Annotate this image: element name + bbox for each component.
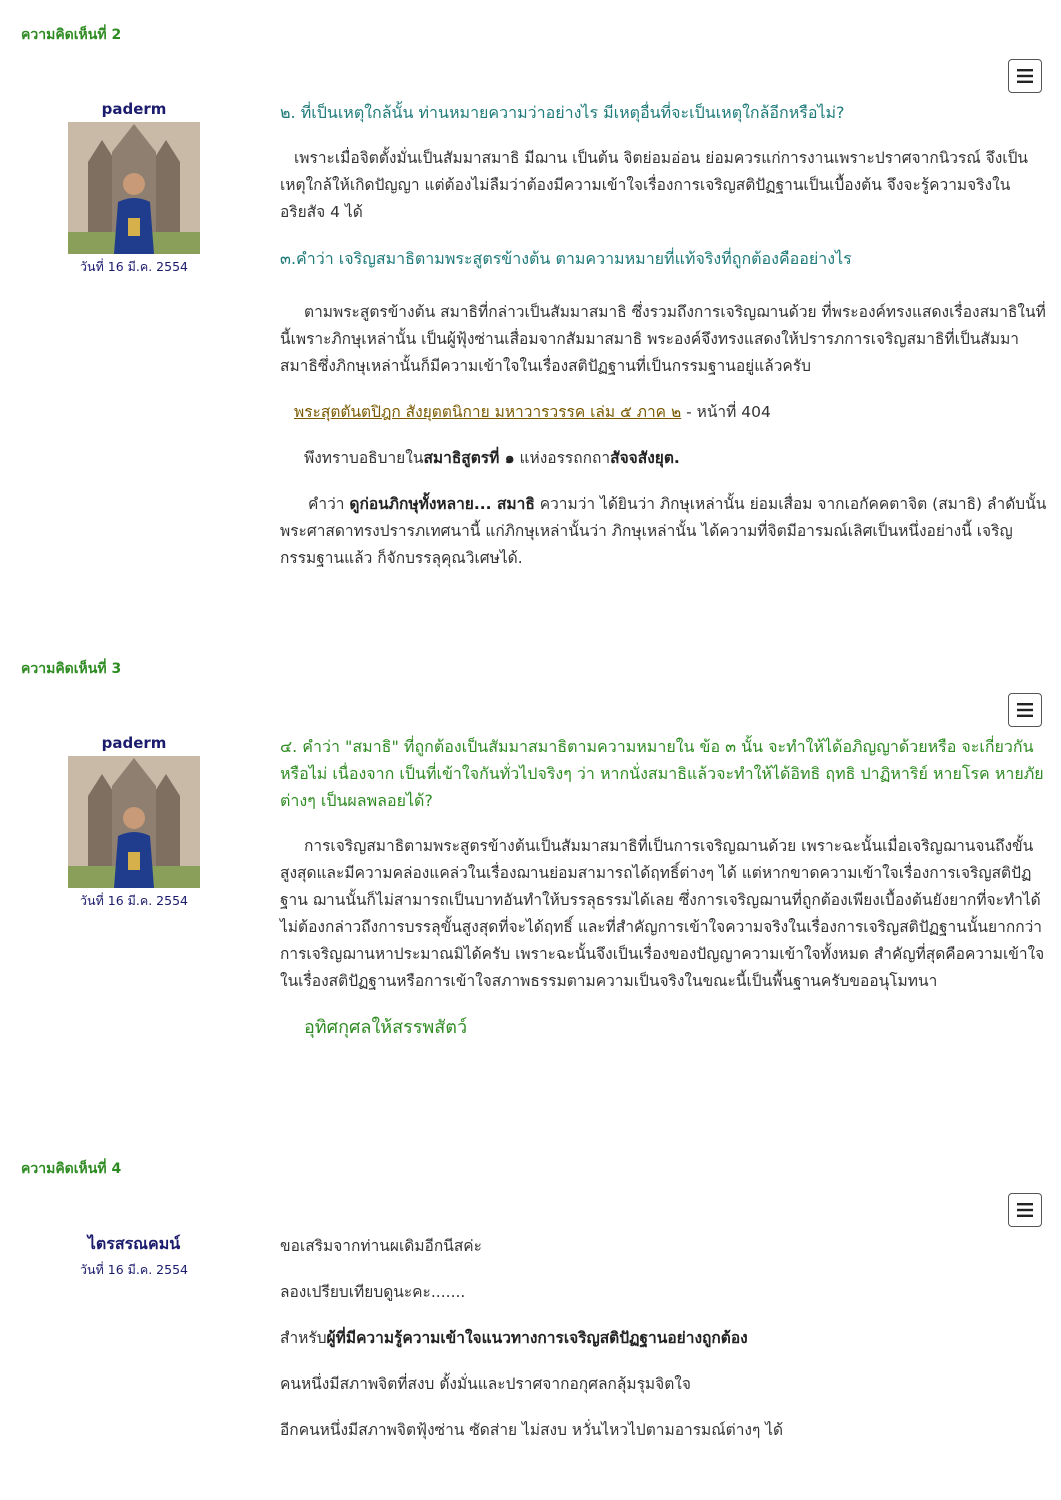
hamburger-menu-icon [1017,1203,1033,1217]
comment-content [280,733,1048,1041]
word-term: ดูก่อนภิกษุทั้งหลาย... สมาธิ [349,495,535,513]
paragraph: ลองเปรียบเทียบดูนะคะ....... [280,1283,466,1301]
comment-heading: ความคิดเห็นที่ 4 [21,1161,122,1177]
word-text: ความว่า ได้ยินว่า ภิกษุเหล่านั้น ย่อมเสื่อม จากเอกัคคตาจิต (สมาธิ) ลำดับนั้น พระศาสดาทรงปรารภเทศนานี้ แก่ภิกษุเหล่านั้นว่า ภิกษุเหล่านั้น ได้ความที่จิตมีอารมณ์เลิศเป็นหนึ่งอย่างนี้ เจริญกรรมฐานแล้ว ก็จักบรรลุคุณวิเศษได้. [280,495,1047,567]
reference-line [280,399,1048,426]
comment-content [280,99,1048,572]
question-4: ๔. คำว่า "สมาธิ" ที่ถูกต้องเป็นสัมมาสมาธิตามความหมายใน ข้อ ๓ นั้น จะทำให้ได้อภิญญาด้วยหรือ จะเกี่ยวกันหรือไม่ เนื่องจาก เป็นที่เข้าใจกันทั่วไปจริงๆ ว่า หากนั่งสมาธิแล้วจะทำให้ได้อิทธิ ฤทธิ ปาฏิหาริย์ หายโรค หายภัยต่างๆ เป็นผลพลอยได้? [280,737,1044,810]
explanation-text: พึงทราบอธิบายใน [304,449,424,467]
explanation-source: สัจจสังยุต. [610,449,680,467]
author-name-link[interactable]: paderm [101,100,167,118]
word-text: คำว่า [308,495,350,513]
avatar[interactable] [68,756,200,888]
comment-author-block [60,100,208,277]
avatar[interactable] [68,122,200,254]
word-explanation [280,491,1048,572]
comment-heading: ความคิดเห็นที่ 3 [21,661,122,677]
author-name-link[interactable]: ไตรสรณคมน์ [87,1234,181,1253]
hamburger-menu-icon [1017,703,1033,717]
post-date: วันที่ 16 มี.ค. 2554 [80,1262,188,1277]
comment-author-block [60,1232,208,1280]
explanation-line [280,445,1048,472]
comment-menu-button[interactable] [1008,1193,1042,1227]
answer-2: เพราะเมื่อจิตตั้งมั่นเป็นสัมมาสมาธิ มีฌาน เป็นต้น จิตย่อมอ่อน ย่อมควรแก่การงานเพราะปราศจากนิวรณ์ จึงเป็นเหตุใกล้ให้เกิดปัญญา แต่ต้องไม่ลืมว่าต้องมีความเข้าใจเรื่องการเจริญสติปัฏฐานเป็นเบื้องต้น จึงจะรู้ความจริงในอริยสัจ 4 ได้ [280,149,1029,221]
author-name-link[interactable]: paderm [101,734,167,752]
comment-menu-button[interactable] [1008,693,1042,727]
paragraph: อีกคนหนึ่งมีสภาพจิตฟุ้งซ่าน ซัดส่าย ไม่สงบ หวั่นไหวไปตามอารมณ์ต่างๆ ได้ [280,1421,784,1439]
reference-page: - หน้าที่ 404 [681,403,771,421]
answer-4: การเจริญสมาธิตามพระสูตรข้างต้นเป็นสัมมาสมาธิที่เป็นการเจริญฌานด้วย เพราะฉะนั้นเมื่อเจริญฌานจนถึงขั้นสูงสุดและมีความคล่องแคล่วในเรื่องฌานย่อมสามารถได้ฤทธิ์ต่างๆ ได้ แต่หากขาดความเข้าใจเรื่องการเจริญสติปัฏฐาน ฌานนั้นก็ไม่สามารถเป็นบาทอันทำให้บรรลุธรรมได้เลย ซึ่งการเจริญฌานที่ถูกต้องเพียงเบื้องต้นยังยากที่จะทำได้ ไม่ต้องกล่าวถึงการบรรลุขั้นสูงสุดที่จะได้ฤทธิ์ และที่สำคัญการเข้าใจความจริงในเรื่องการเจริญสติปัฏฐานนั้นยากกว่าการเจริญฌานหาประมาณมิได้ครับ เพราะฉะนั้นจึงเป็นเรื่องของปัญญาความเข้าใจทั้งหมด สำคัญที่สุดคือความเข้าใจในเรื่องสติปัฏฐานหรือการเข้าใจสภาพธรรมตามความเป็นจริงในขณะนี้เป็นพื้นฐานครับขออนุโมทนา [280,837,1045,990]
post-date: วันที่ 16 มี.ค. 2554 [80,893,188,908]
paragraph [280,1325,1048,1352]
post-date: วันที่ 16 มี.ค. 2554 [80,259,188,274]
reference-link[interactable]: พระสุตตันตปิฎก สังยุตตนิกาย มหาวารวรรค เล่ม ๕ ภาค ๒ [294,403,682,421]
paragraph: คนหนึ่งมีสภาพจิตที่สงบ ตั้งมั่นและปราศจากอกุศลกลุ้มรุมจิตใจ [280,1375,691,1393]
closing-dedication: อุทิศกุศลให้สรรพสัตว์ [304,1017,468,1038]
paragraph: ขอเสริมจากท่านผเดิมอีกนีสค่ะ [280,1237,482,1255]
hamburger-menu-icon [1017,69,1033,83]
explanation-text: แห่งอรรถกถา [514,449,611,467]
paragraph-emphasis: ผู้ที่มีความรู้ความเข้าใจแนวทางการเจริญสติปัฏฐานอย่างถูกต้อง [326,1329,748,1347]
answer-3: ตามพระสูตรข้างต้น สมาธิที่กล่าวเป็นสัมมาสมาธิ ซึ่งรวมถึงการเจริญฌานด้วย ที่พระองค์ทรงแสดงเรื่องสมาธิในที่นี้เพราะภิกษุเหล่านั้น เป็นผู้ฟุ้งซ่านเสื่อมจากสัมมาสมาธิ พระองค์จึงทรงแสดงให้ปรารภการเจริญสมาธิที่เป็นสัมมาสมาธิซึ่งภิกษุเหล่านั้นก็มีความเข้าใจในเรื่องสติปัฏฐานที่เป็นกรรมฐานอยู่แล้วครับ [280,303,1046,375]
paragraph-text: สำหรับ [280,1329,327,1347]
question-2: ๒. ที่เป็นเหตุใกล้นั้น ท่านหมายความว่าอย่างไร มีเหตุอื่นที่จะเป็นเหตุใกล้อีกหรือไม่? [280,103,845,122]
comment-author-block [60,734,208,911]
comment-menu-button[interactable] [1008,59,1042,93]
explanation-sutta: สมาธิสูตรที่ ๑ [423,449,515,467]
comment-content [280,1233,1048,1444]
comment-heading: ความคิดเห็นที่ 2 [21,27,122,43]
question-3: ๓.คำว่า เจริญสมาธิตามพระสูตรข้างต้น ตามความหมายที่แท้จริงที่ถูกต้องคืออย่างไร [280,249,852,268]
